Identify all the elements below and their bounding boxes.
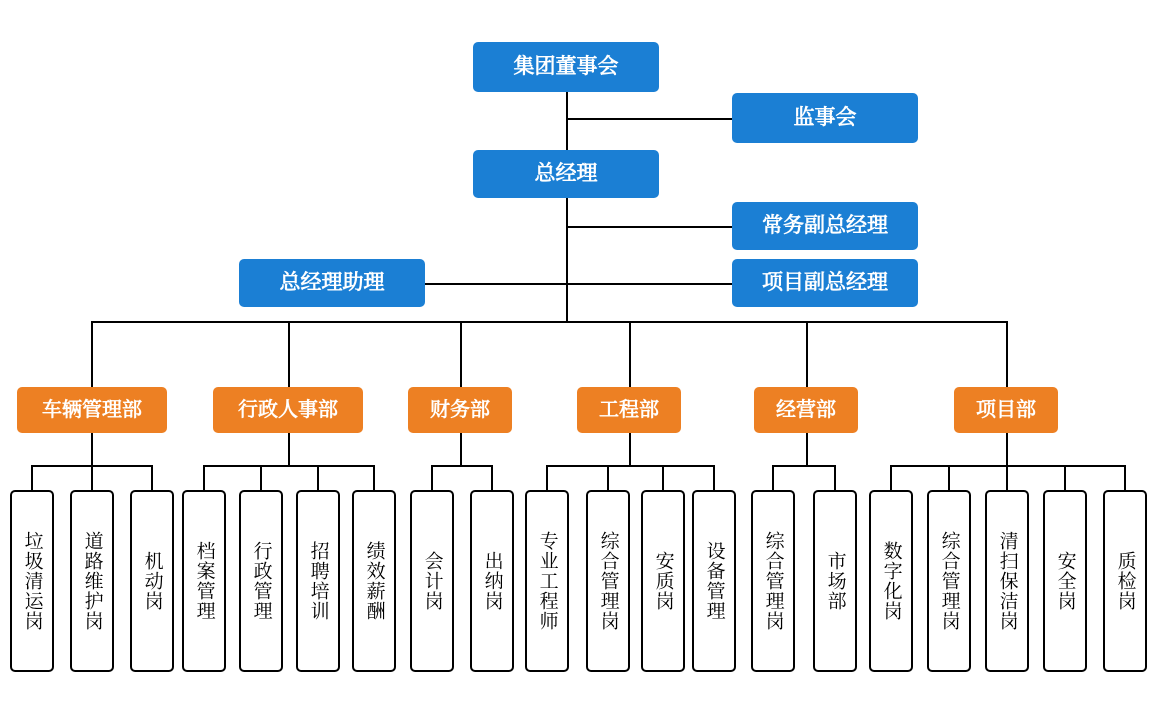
connector-bus-operations	[806, 321, 808, 387]
connector-operations-down	[806, 433, 808, 465]
position-label: 安质岗	[652, 551, 674, 611]
position-garbage-transport[interactable]	[10, 490, 54, 672]
connector-engineering-p11	[607, 465, 609, 490]
connector-adminhr-bar	[203, 465, 373, 467]
connector-project-down	[1006, 433, 1008, 465]
position-quality-inspection[interactable]	[1103, 490, 1147, 672]
connector-finance-bar	[431, 465, 491, 467]
connector-project-p20	[1124, 465, 1126, 490]
position-archive-management[interactable]	[182, 490, 226, 672]
position-performance-compensation[interactable]	[352, 490, 396, 672]
position-label: 综合管理岗	[762, 531, 784, 631]
position-label: 质检岗	[1114, 551, 1136, 611]
position-label: 设备管理	[703, 541, 725, 621]
position-road-maintenance[interactable]	[70, 490, 114, 672]
dept-engineering[interactable]: 工程部	[577, 387, 681, 433]
dept-finance[interactable]: 财务部	[408, 387, 512, 433]
connector-adminhr-down	[288, 433, 290, 465]
position-label: 出纳岗	[481, 551, 503, 611]
connector-engineering-bar	[546, 465, 713, 467]
connector-engineering-p10	[546, 465, 548, 490]
position-engineering-general-management[interactable]	[586, 490, 630, 672]
connector-bus-finance	[460, 321, 462, 387]
position-administrative-management[interactable]	[239, 490, 283, 672]
dept-vehicle-management[interactable]: 车辆管理部	[17, 387, 167, 433]
connector-gmline-supervisory	[566, 118, 732, 120]
connector-operations-p14	[772, 465, 774, 490]
position-marketing[interactable]	[813, 490, 857, 672]
connector-engineering-down	[629, 433, 631, 465]
connector-adminhr-p6	[317, 465, 319, 490]
node-general-manager[interactable]: 总经理	[473, 150, 659, 198]
node-supervisory-board[interactable]: 监事会	[732, 93, 918, 143]
connector-adminhr-p4	[203, 465, 205, 490]
connector-operations-bar	[772, 465, 834, 467]
connector-gm-down	[566, 198, 568, 322]
position-label: 机动岗	[141, 551, 163, 611]
connector-board-gm	[566, 92, 568, 152]
position-accounting[interactable]	[410, 490, 454, 672]
node-executive-vice-gm[interactable]: 常务副总经理	[732, 202, 918, 250]
connector-vehicle-p3	[151, 465, 153, 490]
connector-bus-engineering	[629, 321, 631, 387]
position-label: 数字化岗	[880, 541, 902, 621]
dept-admin-hr[interactable]: 行政人事部	[213, 387, 363, 433]
dept-operations[interactable]: 经营部	[754, 387, 858, 433]
position-project-general-management[interactable]	[927, 490, 971, 672]
position-label: 清扫保洁岗	[996, 531, 1018, 631]
position-label: 市场部	[824, 551, 846, 611]
position-cashier[interactable]	[470, 490, 514, 672]
connector-operations-p15	[834, 465, 836, 490]
connector-gm-execvp	[566, 226, 732, 228]
connector-engineering-p12	[662, 465, 664, 490]
node-gm-assistant[interactable]: 总经理助理	[239, 259, 425, 307]
connector-vehicle-down	[91, 433, 93, 465]
position-label: 会计岗	[421, 551, 443, 611]
position-digitalization[interactable]	[869, 490, 913, 672]
position-label: 垃圾清运岗	[21, 531, 43, 631]
position-label: 招聘培训	[307, 541, 329, 621]
position-label: 道路维护岗	[81, 531, 103, 631]
position-professional-engineer[interactable]	[525, 490, 569, 672]
connector-department-bus	[91, 321, 1007, 323]
connector-gm-assistant	[424, 283, 566, 285]
connector-finance-down	[460, 433, 462, 465]
position-label: 综合管理岗	[938, 531, 960, 631]
connector-vehicle-p2	[91, 465, 93, 490]
connector-adminhr-p5	[260, 465, 262, 490]
connector-bus-project	[1006, 321, 1008, 387]
connector-bus-adminhr	[288, 321, 290, 387]
node-project-vice-gm[interactable]: 项目副总经理	[732, 259, 918, 307]
connector-engineering-p13	[713, 465, 715, 490]
connector-adminhr-p7	[373, 465, 375, 490]
connector-finance-p8	[431, 465, 433, 490]
position-label: 档案管理	[193, 541, 215, 621]
position-label: 行政管理	[250, 541, 272, 621]
connector-project-p17	[948, 465, 950, 490]
position-label: 绩效薪酬	[363, 541, 385, 621]
connector-project-p16	[890, 465, 892, 490]
node-board[interactable]: 集团董事会	[473, 42, 659, 92]
position-safety[interactable]	[1043, 490, 1087, 672]
connector-finance-p9	[491, 465, 493, 490]
position-mobile-duty[interactable]	[130, 490, 174, 672]
position-label: 综合管理岗	[597, 531, 619, 631]
connector-project-p19	[1064, 465, 1066, 490]
connector-bus-vehicle	[91, 321, 93, 387]
position-cleaning-sanitation[interactable]	[985, 490, 1029, 672]
position-operations-general-management[interactable]	[751, 490, 795, 672]
position-equipment-management[interactable]	[692, 490, 736, 672]
position-label: 安全岗	[1054, 551, 1076, 611]
connector-gm-projectvp	[566, 283, 732, 285]
position-safety-quality[interactable]	[641, 490, 685, 672]
position-recruitment-training[interactable]	[296, 490, 340, 672]
position-label: 专业工程师	[536, 531, 558, 631]
dept-project[interactable]: 项目部	[954, 387, 1058, 433]
connector-project-p18	[1006, 465, 1008, 490]
connector-vehicle-p1	[31, 465, 33, 490]
